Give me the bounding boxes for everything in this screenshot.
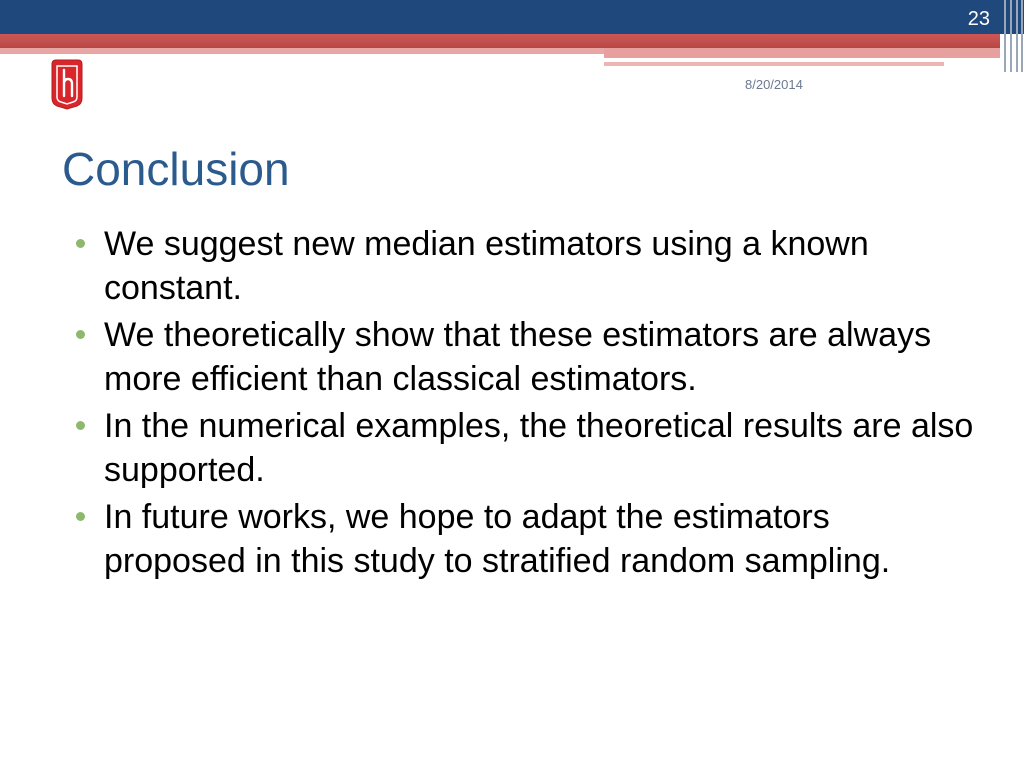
slide-number: 23 bbox=[967, 8, 990, 30]
header-pink-stripe-left bbox=[0, 48, 604, 54]
bullet-dot-icon bbox=[76, 239, 85, 248]
header-red-stripe bbox=[0, 34, 1000, 48]
header-band bbox=[0, 0, 1024, 34]
vertical-line bbox=[1021, 0, 1023, 72]
header-vertical-lines bbox=[1000, 0, 1024, 72]
bullet-text: We suggest new median estimators using a known constant. bbox=[104, 225, 869, 307]
header-pink-stripe-thin bbox=[604, 62, 944, 66]
vertical-line bbox=[1016, 0, 1018, 72]
bullet-list bbox=[74, 222, 974, 586]
slide-title: Conclusion bbox=[62, 143, 290, 195]
bullet-item bbox=[74, 222, 974, 310]
university-logo-icon bbox=[48, 58, 86, 110]
header-pink-stripe-right bbox=[604, 48, 1000, 58]
bullet-item bbox=[74, 404, 974, 492]
vertical-line bbox=[1004, 0, 1006, 72]
bullet-item bbox=[74, 313, 974, 401]
bullet-dot-icon bbox=[76, 330, 85, 339]
bullet-item bbox=[74, 495, 974, 583]
slide-date: 8/20/2014 bbox=[745, 77, 803, 92]
bullet-text: In the numerical examples, the theoretical results are also supported. bbox=[104, 407, 974, 489]
vertical-line bbox=[1010, 0, 1012, 72]
bullet-dot-icon bbox=[76, 421, 85, 430]
bullet-text: We theoretically show that these estimators are always more efficient than classical estimators. bbox=[104, 316, 932, 398]
bullet-text: In future works, we hope to adapt the estimators proposed in this study to stratified random sampling. bbox=[104, 498, 891, 580]
bullet-dot-icon bbox=[76, 512, 85, 521]
